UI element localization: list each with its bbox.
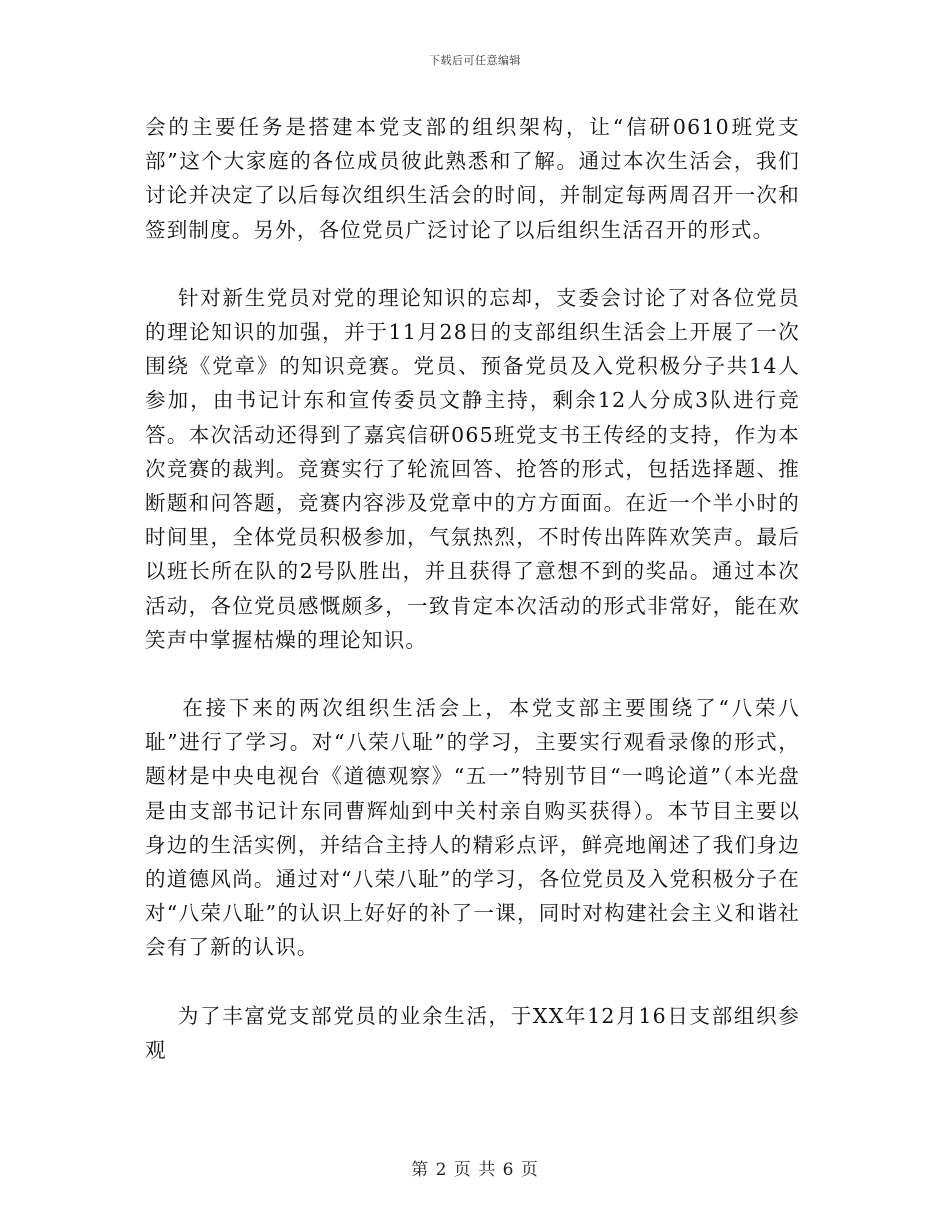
paragraph-3: 在接下来的两次组织生活会上，本党支部主要围绕了“八荣八耻”进行了学习。对“八荣八耻”的学习，主要实行观看录像的形式，题材是中央电视台《道德观察》“五一”特别节目“一鸣论道”（本光盘是由支部书记计东同曹辉灿到中关村亲自购买获得）。本节目主要以身边的生活实例，并结合主持人的精彩点评，鲜亮地阐述了我们身边的道德风尚。通过对“八荣八耻”的学习，各位党员及入党积极分子在对“八荣八耻”的认识上好好的补了一课，同时对构建社会主义和谐社会有了新的认识。: [145, 696, 800, 960]
paragraph-2: 针对新生党员对党的理论知识的忘却，支委会讨论了对各位党员的理论知识的加强，并于11月28日的支部组织生活会上开展了一次围绕《党章》的知识竞赛。党员、预备党员及入党积极分子共14人参加，由书记计东和宣传委员文静主持，剩余12人分成3队进行竞答。本次活动还得到了嘉宾信研065班党支书王传经的支持，作为本次竞赛的裁判。竞赛实行了轮流回答、抢答的形式，包括选择题、推断题和问答题，竞赛内容涉及党章中的方方面面。在近一个半小时的时间里，全体党员积极参加，气氛热烈，不时传出阵阵欢笑声。最后以班长所在队的2号队胜出，并且获得了意想不到的奖品。通过本次活动，各位党员感慨颇多，一致肯定本次活动的形式非常好，能在欢笑声中掌握枯燥的理论知识。: [145, 285, 800, 652]
page-number: 第 2 页 共 6 页: [411, 1160, 539, 1180]
document-body: [145, 110, 800, 1067]
paragraph-1: 会的主要任务是搭建本党支部的组织架构，让“信研0610班党支部”这个大家庭的各位成员彼此熟悉和了解。通过本次生活会，我们讨论并决定了以后每次组织生活会的时间，并制定每两周召开一次和签到制度。另外，各位党员广泛讨论了以后组织生活召开的形式。: [145, 115, 800, 242]
paragraph-4: 为了丰富党支部党员的业余生活，于XX年12月16日支部组织参观: [145, 1003, 800, 1062]
page-header: 下载后可任意编辑: [429, 54, 521, 67]
